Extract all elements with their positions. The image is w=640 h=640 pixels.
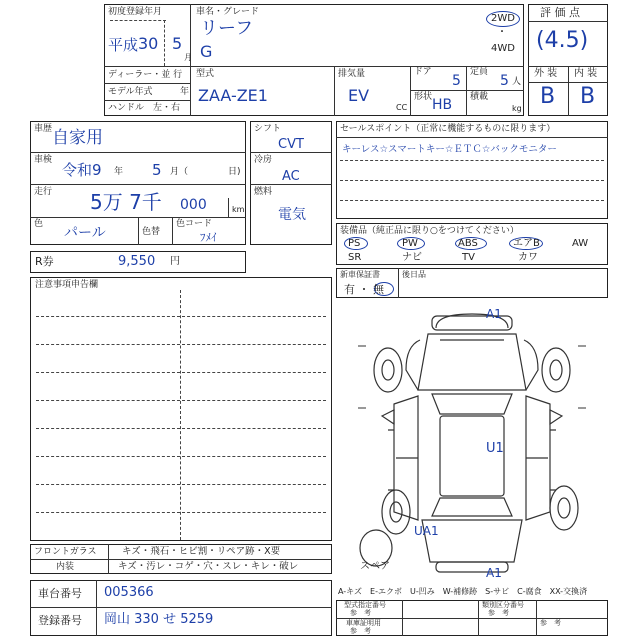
post-install-label: 後日品 xyxy=(402,270,426,279)
equip-airbag: エアB xyxy=(513,238,540,249)
inspection-month-suffix: 月（ xyxy=(170,167,189,177)
chassis-number: 005366 xyxy=(104,585,154,600)
plate-number: 岡山 330 せ 5259 xyxy=(104,612,214,627)
first-reg-year: 30 xyxy=(138,34,159,53)
capacity-label: 定員 xyxy=(470,67,489,77)
ref-cell-2: 類別区分番号 xyxy=(482,601,524,609)
fuel-label: 燃料 xyxy=(254,187,273,197)
ac-value: AC xyxy=(282,169,300,184)
inspection-day-suffix: 日) xyxy=(228,167,241,177)
body-type: HB xyxy=(432,97,453,113)
notes-label: 注意事項申告欄 xyxy=(35,280,99,290)
ref-cell-5: 車庫証明用 xyxy=(346,619,381,627)
inspection-era: 令和9 xyxy=(62,161,102,179)
warranty-label: 新車保証書 xyxy=(340,270,380,279)
capacity-unit: 人 xyxy=(512,77,522,87)
ref-cell-4: 参 考 xyxy=(488,609,509,617)
inspection-month: 5 xyxy=(152,161,162,179)
mark-front: A1 xyxy=(486,307,502,321)
equip-aw: AW xyxy=(572,238,589,249)
sales-points-text: キーレス☆スマートキー☆ＥＴＣ☆バックモニター xyxy=(342,144,557,155)
model-type-label: 型式 xyxy=(196,69,215,79)
model-type: ZAA-ZE1 xyxy=(198,86,268,105)
color-code-label: 色コード xyxy=(176,219,213,229)
chassis-label: 車台番号 xyxy=(38,587,82,600)
drive-2wd: 2WD xyxy=(491,13,515,24)
car-name-label: 車名・グレード xyxy=(196,7,260,17)
interior-condition-options: キズ・汚レ・コゲ・穴・スレ・キレ・破レ xyxy=(118,561,299,572)
warranty-value: 有 ・ 無 xyxy=(344,283,384,296)
mark-side-rear: UA1 xyxy=(414,524,439,538)
rating-label: 評 価 点 xyxy=(540,6,580,19)
ref-cell-6: 参 考 xyxy=(350,627,371,635)
color-change-label: 色替 xyxy=(142,227,161,237)
interior-label: 内 装 xyxy=(574,68,598,79)
front-glass-label: フロントガラス xyxy=(34,547,97,557)
ref-cell-3: 参 考 xyxy=(350,609,371,617)
exterior-label: 外 装 xyxy=(534,68,558,79)
mileage: 5万 7千 xyxy=(90,190,162,214)
recycle-label: R券 xyxy=(35,255,54,268)
shift-label: シフト xyxy=(254,124,282,134)
dealer-label: ディーラー・並 行 xyxy=(108,70,183,80)
km-unit: km xyxy=(232,205,245,214)
model-year-suffix: 年 xyxy=(180,87,190,97)
shift-value: CVT xyxy=(278,137,304,152)
ac-label: 冷房 xyxy=(254,155,273,165)
damage-legend: A-キズ E-エクボ U-凹み W-補修跡 S-サビ C-腐食 XX-交換済 xyxy=(338,587,588,596)
handle-label: ハンドル 左・右 xyxy=(108,103,181,113)
door-label: ドア xyxy=(414,67,432,77)
interior-grade: B xyxy=(580,84,596,109)
equip-abs: ABS xyxy=(458,238,478,249)
equip-tv: TV xyxy=(462,252,475,263)
equip-ps: PS xyxy=(348,238,361,249)
inspection-year-suffix: 年 xyxy=(114,167,124,177)
ref-cell-7: 参 考 xyxy=(540,619,561,627)
mileage-label: 走行 xyxy=(34,187,53,197)
recycle-amount: 9,550 xyxy=(118,254,156,269)
car-name: リーフ xyxy=(200,18,254,39)
usage-value: 自家用 xyxy=(52,128,103,148)
interior-condition-label: 内装 xyxy=(56,562,75,572)
sales-points-box xyxy=(336,121,608,219)
equipment-label: 装備品（純正品に限り○をつけてください） xyxy=(340,226,519,236)
doors: 5 xyxy=(452,73,461,89)
car-damage-diagram xyxy=(336,300,608,582)
body-type-label: 形状 xyxy=(414,92,433,102)
color-label: 色 xyxy=(34,219,44,229)
first-reg-era: 平成 xyxy=(108,36,139,54)
sales-points-label: セールスポイント（正常に機能するものに限ります） xyxy=(340,124,556,134)
color-value: パール xyxy=(64,225,106,241)
equip-leather: カワ xyxy=(518,252,538,263)
load-label: 積載 xyxy=(470,92,489,102)
cc-unit: CC xyxy=(396,103,408,112)
recycle-unit: 円 xyxy=(170,256,180,267)
displacement: EV xyxy=(348,86,370,105)
front-glass-options: キズ・飛石・ヒビ割・リペア跡・X要 xyxy=(122,546,281,557)
displacement-label: 排気量 xyxy=(338,69,366,79)
fuel-value: 電気 xyxy=(278,207,306,223)
ref-cell-1: 型式指定番号 xyxy=(344,601,386,609)
drive-dot: ・ xyxy=(497,27,507,38)
equip-sr: SR xyxy=(348,252,362,263)
mileage-tail: 000 xyxy=(180,197,207,213)
inspection-label: 車検 xyxy=(34,155,53,165)
plate-label: 登録番号 xyxy=(38,614,82,627)
capacity: 5 xyxy=(500,73,509,89)
kg-unit: kg xyxy=(512,104,522,113)
equip-pw: PW xyxy=(402,238,418,249)
first-reg-month-suffix: 月 xyxy=(184,53,192,62)
spare-label: スペア xyxy=(360,561,390,572)
usage-label: 車歴 xyxy=(34,124,53,134)
model-year-label: モデル年式 xyxy=(108,87,153,97)
equip-navi: ナビ xyxy=(402,252,422,263)
exterior-grade: B xyxy=(540,84,556,109)
grade: G xyxy=(200,42,213,61)
first-reg-month: 5 xyxy=(172,34,183,53)
rating-score: (4.5) xyxy=(536,28,589,53)
color-code: ﾌﾒｲ xyxy=(200,231,217,244)
first-reg-label: 初度登録年月 xyxy=(108,7,163,17)
mark-rear: A1 xyxy=(486,566,502,580)
drive-4wd: 4WD xyxy=(491,43,515,54)
mark-roof: U1 xyxy=(486,441,504,456)
